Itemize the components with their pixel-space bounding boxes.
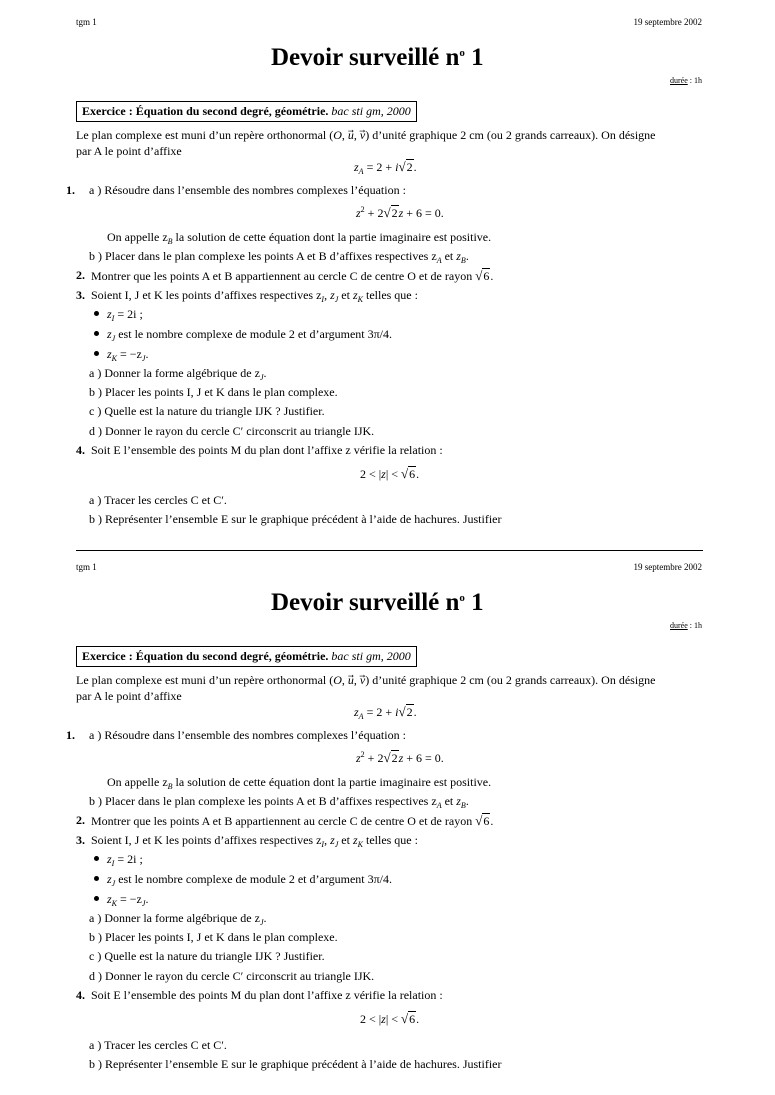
page-title: Devoir surveillé $n^o$ 1 — [271, 589, 484, 616]
question-3c: c ) Quelle est la nature du triangle IJK ? Justifier. — [89, 404, 325, 418]
header-class: tgm 1 — [76, 562, 97, 572]
header-class: tgm 1 — [76, 17, 97, 27]
question-1b: b ) Placer dans le plan complexe les points A et B d’affixes respectives $z_A$ et $z_B$. — [89, 249, 469, 265]
item-number: 1. — [66, 728, 75, 742]
formula-za: $z_A = 2 + i√2$. — [354, 159, 417, 176]
bullet-zi: $z_I = 2i$ ; — [94, 852, 143, 867]
question-3a: a ) Donner la forme algébrique de $z_J$. — [89, 911, 267, 927]
question-1a: a ) Résoudre dans l’ensemble des nombres complexes l’équation : — [89, 728, 406, 742]
bullet-zi: $z_I = 2i$ ; — [94, 307, 143, 322]
bullet-zj: $z_J$ est le nombre complexe de module 2 et d’argument 3π/4. — [94, 327, 392, 342]
question-3b: b ) Placer les points I, J et K dans le plan complexe. — [89, 930, 338, 944]
intro-line-2: par A le point d’affixe — [76, 144, 182, 158]
question-2: Montrer que les points A et B appartiennent au cercle C de centre O et de rayon √6. — [91, 268, 494, 283]
header-date: 19 septembre 2002 — [633, 562, 702, 572]
item-number: 4. — [76, 443, 85, 457]
bullet-zk: $z_K = -z_J$. — [94, 347, 148, 362]
formula-za: $z_A = 2 + i√2$. — [354, 704, 417, 721]
formula-inequality: 2 < |z| < √6. — [360, 1011, 420, 1026]
question-2: Montrer que les points A et B appartiennent au cercle C de centre O et de rayon √6. — [91, 813, 494, 828]
intro-line-2: par A le point d’affixe — [76, 689, 182, 703]
item-number: 2. — [76, 813, 85, 827]
exam-copy-1 — [0, 0, 775, 545]
item-number: 1. — [66, 183, 75, 197]
question-3: Soient I, J et K les points d’affixes respectives $z_I$, $z_J$ et $z_K$ telles que : — [91, 833, 418, 849]
question-3c: c ) Quelle est la nature du triangle IJK ? Justifier. — [89, 949, 325, 963]
intro-line-1: Le plan complexe est muni d’un repère orthonormal (O, u⃗, v) d’unité graphique 2 cm (ou 2 grands carreaux). On désigne — [76, 128, 656, 142]
question-3a: a ) Donner la forme algébrique de $z_J$. — [89, 366, 267, 382]
formula-equation: $z^2 + 2√2z + 6 = 0$. — [356, 205, 444, 220]
item-number: 3. — [76, 833, 85, 847]
exercise-heading: Exercice : Équation du second degré, géométrie. bac sti gm, 2000 — [76, 646, 417, 667]
question-4a: a ) Tracer les cercles C et C′. — [89, 1038, 227, 1052]
exam-copy-2 — [0, 545, 775, 1090]
question-4b: b ) Représenter l’ensemble E sur le graphique précédent à l’aide de hachures. Justifier — [89, 1057, 502, 1071]
question-4: Soit E l’ensemble des points M du plan dont l’affixe z vérifie la relation : — [91, 988, 443, 1002]
question-1a-note: On appelle $z_B$ la solution de cette équation dont la partie imaginaire est positive. — [107, 230, 492, 246]
item-number: 4. — [76, 988, 85, 1002]
header-date: 19 septembre 2002 — [633, 17, 702, 27]
question-3d: d ) Donner le rayon du cercle C′ circonscrit au triangle IJK. — [89, 969, 375, 983]
formula-equation: $z^2 + 2√2z + 6 = 0$. — [356, 750, 444, 765]
question-3d: d ) Donner le rayon du cercle C′ circonscrit au triangle IJK. — [89, 424, 375, 438]
duration: durée : 1h — [670, 621, 702, 630]
question-4: Soit E l’ensemble des points M du plan dont l’affixe z vérifie la relation : — [91, 443, 443, 457]
question-1a: a ) Résoudre dans l’ensemble des nombres complexes l’équation : — [89, 183, 406, 197]
question-1a-note: On appelle $z_B$ la solution de cette équation dont la partie imaginaire est positive. — [107, 775, 492, 791]
bullet-zj: $z_J$ est le nombre complexe de module 2 et d’argument 3π/4. — [94, 872, 392, 887]
bullet-zk: $z_K = -z_J$. — [94, 892, 148, 907]
item-number: 2. — [76, 268, 85, 282]
question-4b: b ) Représenter l’ensemble E sur le graphique précédent à l’aide de hachures. Justifier — [89, 512, 502, 526]
question-3b: b ) Placer les points I, J et K dans le plan complexe. — [89, 385, 338, 399]
formula-inequality: 2 < |z| < √6. — [360, 466, 420, 481]
question-4a: a ) Tracer les cercles C et C′. — [89, 493, 227, 507]
exercise-heading: Exercice : Équation du second degré, géométrie. bac sti gm, 2000 — [76, 101, 417, 122]
question-3: Soient I, J et K les points d’affixes respectives $z_I$, $z_J$ et $z_K$ telles que : — [91, 288, 418, 304]
item-number: 3. — [76, 288, 85, 302]
duration: durée : 1h — [670, 76, 702, 85]
question-1b: b ) Placer dans le plan complexe les points A et B d’affixes respectives $z_A$ et $z_B$. — [89, 794, 469, 810]
page-title: Devoir surveillé $n^o$ 1 — [271, 44, 484, 71]
intro-line-1: Le plan complexe est muni d’un repère orthonormal (O, u⃗, v) d’unité graphique 2 cm (ou 2 grands carreaux). On désigne — [76, 673, 656, 687]
